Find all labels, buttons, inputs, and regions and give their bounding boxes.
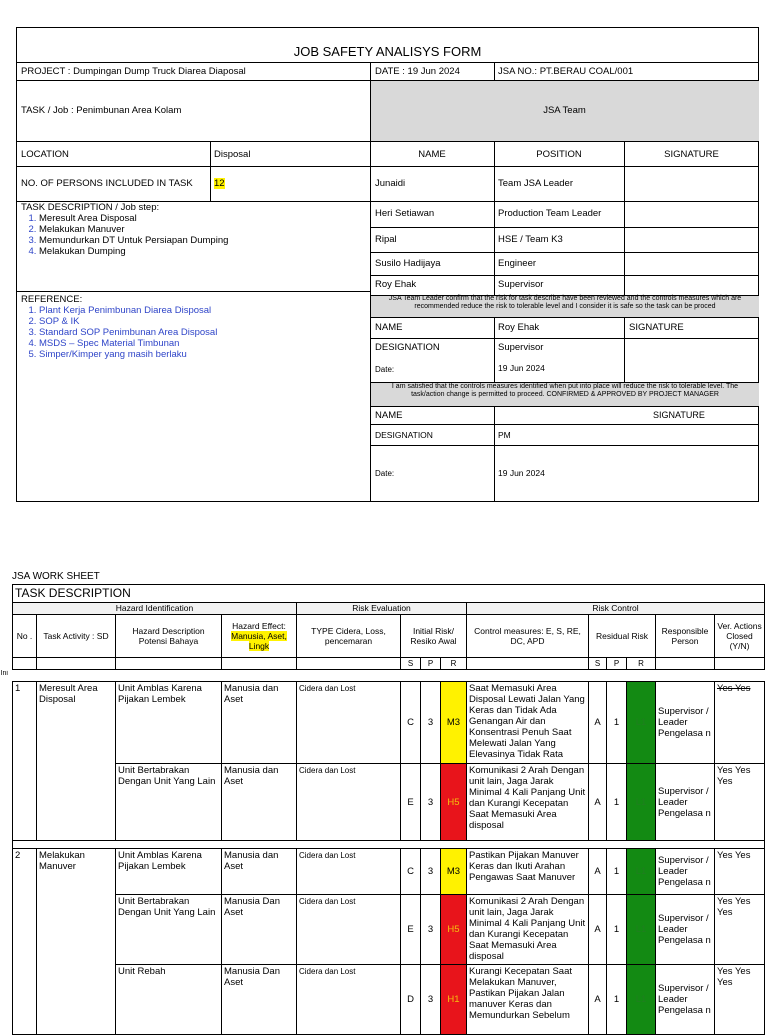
col-r: R (441, 658, 467, 670)
pm-designation: PM (498, 430, 511, 440)
row-hazard: Unit Rebah (116, 965, 222, 1035)
row-s: C (401, 682, 421, 764)
row-verification: Yes Yes Yes (715, 965, 765, 1035)
row-effect: Manusia dan Aset (222, 849, 297, 895)
team-name-5: Roy Ehak (375, 279, 417, 290)
col-verification: Ver. Actions Closed (Y/N) (715, 615, 765, 658)
row-rp: 1 (607, 682, 627, 764)
row-rs: A (589, 965, 607, 1035)
row-rp: 1 (607, 849, 627, 895)
col-responsible: Responsible Person (656, 615, 715, 658)
row-risk-low: L1 (627, 965, 656, 1035)
jsa-team-label: JSA Team (543, 105, 586, 116)
row-risk-low: L1 (627, 895, 656, 965)
row-control: Komunikasi 2 Arah Dengan unit lain, Jaga Jarak Minimal 4 Kali Panjang Unit dan Kurangi Kecepatan Saat Memasuki Area disposal (467, 895, 589, 965)
task-step: 1. Meresult Area Disposal (39, 213, 228, 224)
team-position-4: Engineer (498, 258, 537, 269)
location-label: LOCATION (21, 149, 69, 160)
jsa-number: JSA NO.: PT.BERAU COAL/001 (498, 66, 634, 77)
pm-date: 19 Jun 2024 (498, 468, 545, 478)
table-row (13, 682, 765, 764)
row-effect: Manusia dan Aset (222, 682, 297, 764)
table-row (13, 895, 765, 965)
task-steps (9, 213, 228, 257)
position-header: POSITION (536, 149, 582, 160)
task-step: 2. Melakukan Manuver (39, 224, 228, 235)
team-position-2: Production Team Leader (498, 208, 602, 219)
row-s: E (401, 895, 421, 965)
row-risk-high: H1 (441, 965, 467, 1035)
task-description-header: TASK DESCRIPTION (13, 585, 765, 603)
task-step: 4. Melakukan Dumping (39, 246, 228, 257)
row-effect: Manusia Dan Aset (222, 895, 297, 965)
row-responsible: Supervisor / Leader Pengelasa n (656, 764, 715, 841)
leader-name-label: NAME (375, 322, 403, 333)
row-responsible: Supervisor / Leader Pengelasa n (656, 965, 715, 1035)
row-rs: A (589, 895, 607, 965)
worksheet-table (0, 584, 765, 1035)
row-no: 2 (13, 849, 37, 1035)
row-control: Pastikan Pijakan Manuver Keras dan Ikuti Arahan Pengawas Saat Manuver (467, 849, 589, 895)
persons-value: 12 (214, 178, 225, 189)
leader-date-label: Date: (375, 365, 395, 374)
row-p: 3 (421, 682, 441, 764)
row-responsible: Supervisor / Leader Pengelasa n (656, 682, 715, 764)
leader-signature-label: SIGNATURE (629, 322, 684, 333)
pm-date-label: Date: (375, 469, 395, 478)
leader-designation-label: DESIGNATION (375, 342, 440, 353)
row-verification: Yes Yes (715, 682, 765, 764)
team-position-3: HSE / Team K3 (498, 234, 563, 245)
persons-label: NO. OF PERSONS INCLUDED IN TASK (21, 178, 193, 189)
worksheet-title: JSA WORK SHEET (12, 571, 100, 582)
reference-item: 4. MSDS – Spec Material Timbunan (39, 338, 217, 349)
pm-name-label: NAME (375, 410, 403, 421)
row-task: Meresult Area Disposal (37, 682, 116, 841)
col-rs: S (589, 658, 607, 670)
team-name-3: Ripal (375, 234, 397, 245)
reference-item: 1. Plant Kerja Penimbunan Diarea Disposal (39, 305, 217, 316)
col-s: S (401, 658, 421, 670)
row-hazard: Unit Amblas Karena Pijakan Lembek (116, 849, 222, 895)
row-s: E (401, 764, 421, 841)
pm-signature-label: SIGNATURE (653, 410, 705, 420)
team-name-4: Susilo Hadijaya (375, 258, 441, 269)
col-control: Control measures: E, S, RE, DC, APD (467, 615, 589, 658)
row-rs: A (589, 764, 607, 841)
signature-header: SIGNATURE (664, 149, 719, 160)
row-risk-low: L1 (627, 849, 656, 895)
col-rp: P (607, 658, 627, 670)
leader-name: Roy Ehak (498, 322, 540, 333)
risk-evaluation-header: Risk Evaluation (297, 603, 467, 615)
team-position-5: Supervisor (498, 279, 544, 290)
row-p: 3 (421, 849, 441, 895)
pm-designation-label: DESIGNATION (375, 430, 433, 440)
row-hazard: Unit Bertabrakan Dengan Unit Yang Lain (116, 895, 222, 965)
row-risk-high: H5 (441, 764, 467, 841)
ini-row (1, 670, 753, 682)
col-p: P (421, 658, 441, 670)
leader-confirm-text: JSA Team Leader confirm that the risk for task describe have been reviewed and the controls measures which are recommended reduce the risk to tolerable level and I consider it is safe so the task can be proced (388, 295, 742, 310)
row-risk-high: H5 (441, 895, 467, 965)
col-no: No . (13, 615, 37, 658)
row-type: Cidera dan Lost (297, 965, 401, 1035)
row-risk-low: L1 (627, 764, 656, 841)
col-effect-title: Hazard Effect: (232, 621, 286, 631)
row-rs: A (589, 849, 607, 895)
row-p: 3 (421, 965, 441, 1035)
col-residual-risk: Residual Risk (589, 615, 656, 658)
row-rp: 1 (607, 965, 627, 1035)
row-rp: 1 (607, 764, 627, 841)
task-description-label: TASK DESCRIPTION / Job step: (21, 202, 160, 213)
col-effect (222, 615, 297, 658)
col-effect-subtitle: Manusia, Aset, Lingk (231, 631, 287, 651)
pm-confirm-text: I am satisfied that the controls measures identified when put into place will reduce the risk to tolerable level. The task/action change is permitted to proceed. CONFIRMED & APPROVED BY PROJECT MANAGER (391, 383, 739, 398)
row-risk-medium: M3 (441, 849, 467, 895)
form-title: JOB SAFETY ANALISYS FORM (293, 44, 482, 59)
row-rs: A (589, 682, 607, 764)
row-task: Melakukan Manuver (37, 849, 116, 1035)
row-p: 3 (421, 764, 441, 841)
row-no: 1 (13, 682, 37, 841)
row-risk-medium: M3 (441, 682, 467, 764)
row-effect: Manusia dan Aset (222, 764, 297, 841)
reference-label: REFERENCE: (21, 294, 83, 305)
reference-list (9, 305, 217, 360)
row-hazard: Unit Bertabrakan Dengan Unit Yang Lain (116, 764, 222, 841)
task-job: TASK / Job : Penimbunan Area Kolam (21, 105, 182, 116)
col-task: Task Activity : SD (37, 615, 116, 658)
location-value: Disposal (214, 149, 251, 160)
row-type: Cidera dan Lost (297, 849, 401, 895)
ini-label: Ini (0, 670, 8, 677)
reference-item: 5. Simper/Kimper yang masih berlaku (39, 349, 217, 360)
row-rp: 1 (607, 895, 627, 965)
row-s: C (401, 849, 421, 895)
hazard-identification-header: Hazard Identification (13, 603, 297, 615)
leader-date: 19 Jun 2024 (498, 363, 545, 373)
row-control: Komunikasi 2 Arah Dengan unit lain, Jaga Jarak Minimal 4 Kali Panjang Unit dan Kurangi Kecepatan Saat Memasuki Area disposal (467, 764, 589, 841)
date-label: DATE : 19 Jun 2024 (375, 66, 460, 77)
row-type: Cidera dan Lost (297, 764, 401, 841)
row-verification: Yes Yes Yes (715, 764, 765, 841)
row-p: 3 (421, 895, 441, 965)
risk-control-header: Risk Control (467, 603, 765, 615)
row-hazard: Unit Amblas Karena Pijakan Lembek (116, 682, 222, 764)
table-row (13, 849, 765, 895)
row-spacer (13, 841, 765, 849)
table-row (13, 764, 765, 841)
team-name-1: Junaidi (375, 178, 406, 189)
row-verification: Yes Yes (715, 849, 765, 895)
row-control: Kurangi Kecepatan Saat Melakukan Manuver, Pastikan Pijakan Jalan manuver Keras dan Memundurkan Sebelum (467, 965, 589, 1035)
row-verification: Yes Yes Yes (715, 895, 765, 965)
row-s: D (401, 965, 421, 1035)
row-control: Saat Memasuki Area Disposal Lewati Jalan Yang Keras dan Tidak Ada Genangan Air dan Konsentrasi Penuh Saat Melewati Jalan Yang Elevasinya Tidak Rata (467, 682, 589, 764)
row-responsible: Supervisor / Leader Pengelasa n (656, 895, 715, 965)
col-initial-risk: Initial Risk/ Resiko Awal (401, 615, 467, 658)
reference-item: 3. Standard SOP Penimbunan Area Disposal (39, 327, 217, 338)
col-hazard: Hazard Description Potensi Bahaya (116, 615, 222, 658)
task-step: 3. Memundurkan DT Untuk Persiapan Dumping (39, 235, 228, 246)
team-position-1: Team JSA Leader (498, 178, 573, 189)
reference-item: 2. SOP & IK (39, 316, 217, 327)
row-risk-low: L1 (627, 682, 656, 764)
project-label: PROJECT : Dumpingan Dump Truck Diarea Diaposal (21, 66, 246, 77)
row-responsible: Supervisor / Leader Pengelasa n (656, 849, 715, 895)
name-header: NAME (418, 149, 446, 160)
row-type: Cidera dan Lost (297, 682, 401, 764)
table-row (13, 965, 765, 1035)
col-type: TYPE Cidera, Loss, pencemaran (297, 615, 401, 658)
leader-designation: Supervisor (498, 342, 544, 353)
row-effect: Manusia Dan Aset (222, 965, 297, 1035)
team-name-2: Heri Setiawan (375, 208, 435, 219)
row-type: Cidera dan Lost (297, 895, 401, 965)
col-rr: R (627, 658, 656, 670)
